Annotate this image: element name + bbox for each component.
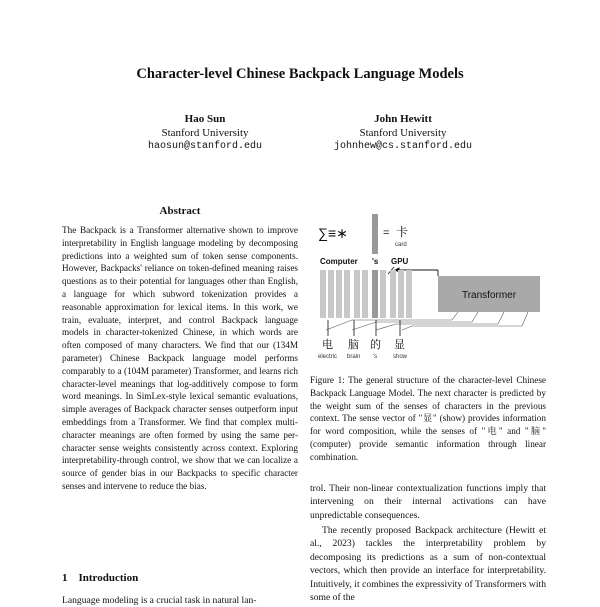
- transformer-label: Transformer: [461, 290, 517, 301]
- input-char-1: 电: [322, 339, 333, 351]
- author-block-2: [318, 112, 488, 154]
- author-name: Hao Sun: [184, 113, 226, 125]
- output-vector: [372, 214, 378, 254]
- sense-group-4: [390, 270, 412, 318]
- section-title: Introduction: [78, 572, 139, 584]
- sense-group-3: [372, 270, 386, 318]
- author-affiliation: Stanford University: [359, 127, 447, 139]
- intro-first-line: Language modeling is a crucial task in natural lan-: [62, 595, 257, 606]
- author-email: haosun@stanford.edu: [147, 141, 263, 152]
- input-arrows: [328, 320, 400, 336]
- paper-title: Character-level Chinese Backpack Language Models: [136, 66, 464, 82]
- abstract-heading: Abstract: [159, 205, 201, 217]
- author-affiliation: Stanford University: [161, 127, 249, 139]
- input-char-2: 脑: [348, 339, 359, 351]
- sense-group-1: [320, 270, 350, 318]
- output-char: 卡: [396, 225, 409, 239]
- abstract-text: The Backpack is a Transformer alternative shown to improve interpretability in English language modeling by decomposing predictions into a weighted sum of token sense components. However, Backpacks' reliance on token-defined meaning raises questions as to their potential for languages other than English, a language for which subword tokenization provides a reasonable approximation for lexical items. In this work, we train, evaluate, interpret, and control Backpack language models in character-tokenized Chinese, in which words are often composed of many characters. We find that our (134M parameter) Chinese Backpack language model performs comparably to a (104M parameter) Transformer, and learns rich character-level meanings that log-additively compose to form word meanings. In SimLex-style lexical semantic evaluations, simple averages of Backpack character senses outperform input embeddings from a Transformer. We find that complex multi-character meanings are often formed by using the same per-character sense weights consistently across context. Exploring interpretability-through control, we show that we can localize a source of gender bias in our Backpacks to specific character senses and intervene to reduce the bias.: [62, 225, 298, 491]
- input-char-3: 的: [370, 339, 381, 351]
- input-char-4: 显: [394, 339, 405, 351]
- sense-group-2: [354, 270, 368, 318]
- output-gloss: card: [395, 242, 407, 248]
- equals-sign: =: [383, 227, 390, 239]
- input-gloss-1: electric: [318, 354, 338, 360]
- body-paragraph-1: trol. Their non-linear contextualization functions imply that intervening on their internal activations can have unpredictable consequences.: [310, 483, 546, 521]
- input-gloss-2: brain: [347, 354, 361, 360]
- section-heading: [62, 572, 138, 584]
- input-gloss-4: show: [393, 354, 408, 360]
- input-gloss-3: 's: [373, 354, 378, 360]
- figure-caption: Figure 1: The general structure of the character-level Chinese Backpack Language Model. The next character is predicted by the weight sum of the senses of characters in the previous context. The sense vector of "显" (show) provides information for word composition, while the senses of "电" and "脑" (computer) provide semantic information through linear combination.: [310, 375, 546, 462]
- author-name: John Hewitt: [374, 113, 432, 125]
- word-label-computer: Computer: [320, 257, 358, 266]
- section-number: 1: [62, 572, 68, 584]
- author-email: johnhew@cs.stanford.edu: [333, 141, 473, 152]
- sum-symbol: ∑≡∗: [318, 225, 348, 241]
- author-block-1: [130, 112, 280, 154]
- figure-1-diagram: [312, 212, 544, 360]
- body-paragraph-2: The recently proposed Backpack architecture (Hewitt et al., 2023) tackles the interpretability problem by decomposing its predictions as a sum of non-contextual vectors, which then provide an interface for interpretability. Intuitively, it combines the expressivity of Transformers with some of the: [310, 525, 546, 604]
- word-label-gpu: GPU: [391, 257, 409, 266]
- word-label-s: 's: [372, 257, 379, 266]
